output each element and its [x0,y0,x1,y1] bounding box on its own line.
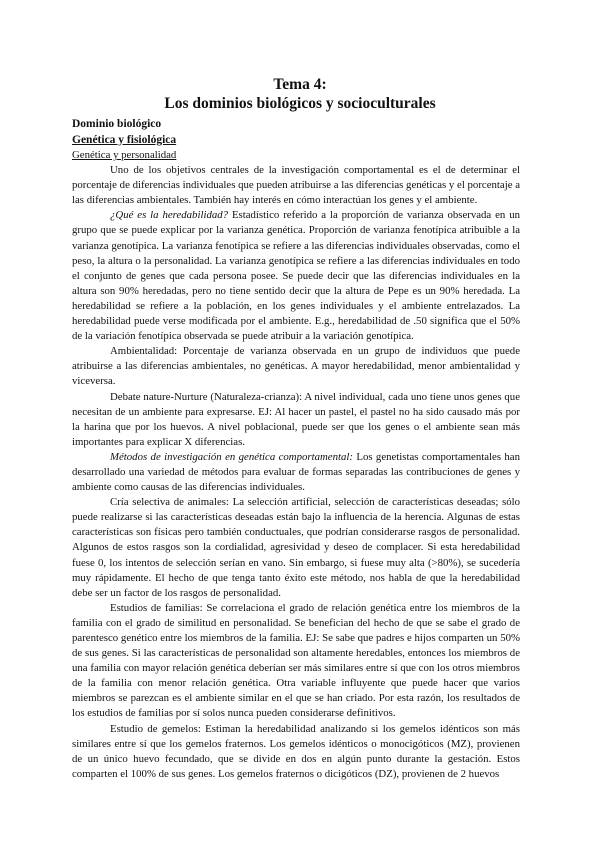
paragraph-environmentality: Ambientalidad: Porcentaje de varianza observada en un grupo de individuos que puede atribuirse a las diferencias ambientales, no genéticas. A mayor heredabilidad, menor ambientalidad y viceversa. [72,345,520,388]
paragraph-selective-breeding: Cría selectiva de animales: La selección artificial, selección de características deseadas; sólo puede realizarse si las características deseadas están bajo la influencia de la herencia. Algunas de estas características son físicas pero también conductuales, que podrían considerarse rasgos de personalidad. Algunos de estos rasgos son la cordialidad, agresividad y deseo de complacer. Si esta heredabilidad fuese 0, los intentos de selección serían en vano. Sin embargo, si fuese muy alta (>80%), se sucedería muy rápidamente. El hecho de que tenga tanto éxito este método, nos habla de que la heredabilidad debe ser un factor de los rasgos de personalidad. [72,496,520,599]
document-body [72,117,520,782]
methods-text: Los genetistas comportamentales han desarrollado una variedad de métodos para evaluar de formas separadas las contribuciones de genes y ambiente como causas de las diferencias individuales. [72,450,520,494]
paragraph-objectives: Uno de los objetivos centrales de la investigación comportamental es el de determinar el porcentaje de diferencias individuales que pueden atribuirse a las diferencias genéticas y el porcentaje a las diferencias ambientales. También hay interés en cómo interactúan los genes y el ambiente. [72,164,520,207]
document-title-line2: Los dominios biológicos y socioculturales [164,95,436,112]
paragraph-heritability [72,208,520,344]
heading-section: Genética y fisiológica [72,133,177,146]
paragraph-family-studies: Estudios de familias: Se correlaciona el grado de relación genética entre los miembros de la familia con el grado de similitud en personalidad. Se benefician del hecho de que se sabe el grado de parentesco genético entre los miembros de la familia. EJ: Se sabe que padres e hijos comparten un 50% de sus genes. Si las características de personalidad son altamente heredables, entonces los miembros de una familia con mayor relación genética deberían ser más similares entre sí que con los otros miembros de la familia con menor relación genética. Otra variable influyente que puede hacer que varios miembros se parezcan es el ambiente similar en el que se han criado. Por esta razón, los resultados de los estudios de familias por sí solos nunca pueden considerarse definitivos. [72,601,520,720]
heritability-text: Estadístico referido a la proporción de varianza observada en un grupo que se puede explicar por la varianza genética. Proporción de varianza fenotípica atribuible a la varianza genotípica. La varianza fenotípica se refiere a las diferencias individuales observadas, como el peso, la altura o la personalidad. La varianza genotípica se refiere a las diferencias individuales en todo el conjunto de genes que cada persona posee. Se puede decir que las diferencias individuales en la altura son 90% heredadas, pero no tiene sentido decir que la altura de Pepe es un 90% heredada. La heredabilidad se refiere a la población, en los genes individuales y el ambiente entrelazados. La heredabilidad puede verse modificada por el ambiente. E.g., heredabilidad de .50 significa que el 50% de la variación fenotípica observada se puede atribuir a la variación genotípica. [72,209,520,343]
paragraph-methods [72,450,520,495]
paragraph-twin-studies: Estudio de gemelos: Estiman la heredabilidad analizando si los gemelos idénticos son más similares entre sí que los gemelos fraternos. Los gemelos idénticos o monocigóticos (MZ), provienen de un único huevo fecundado, que se divide en dos en algún punto durante la gestación. Estos comparten el 100% de sus genes. Los gemelos fraternos o dicigóticos (DZ), provienen de 2 huevos [72,722,520,780]
heading-subsection: Genética y personalidad [72,149,177,161]
methods-heading: Métodos de investigación en genética comportamental: [110,450,353,463]
document-title-line1: Tema 4: [273,76,327,93]
heading-domain: Dominio biológico [72,118,162,130]
paragraph-nature-nurture: Debate nature-Nurture (Naturaleza-crianza): A nivel individual, cada uno tiene unos genes que necesitan de un ambiente para expresarse. EJ: Al hacer un pastel, el pastel no ha sido causado más por la harina que por los huevos. A nivel poblacional, puede ser que los genes o el ambiente sean más importantes para explicar X diferencias. [72,390,520,448]
heritability-question: ¿Qué es la heredabilidad? [110,209,229,222]
